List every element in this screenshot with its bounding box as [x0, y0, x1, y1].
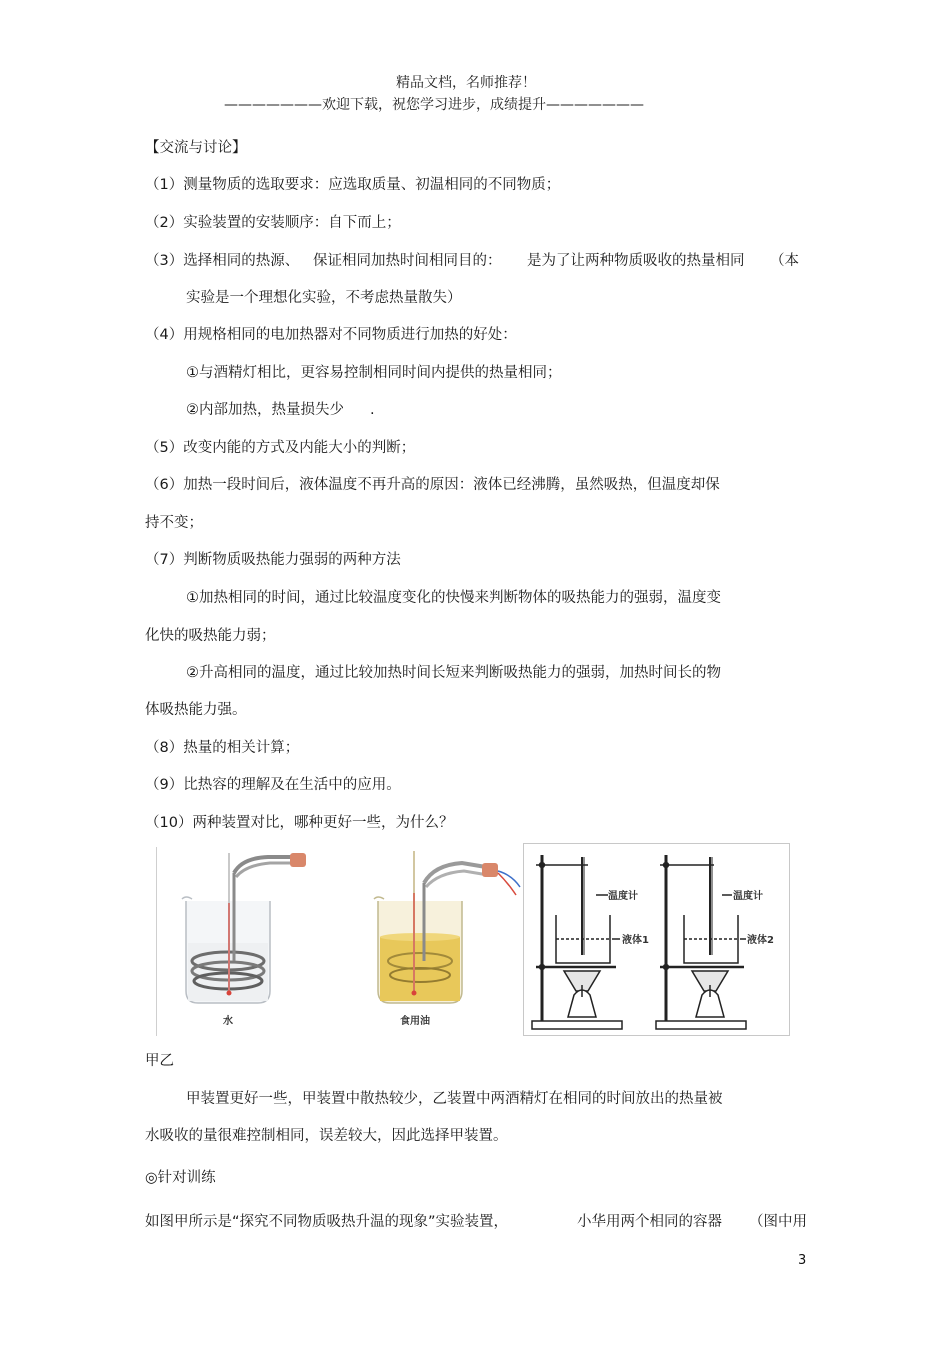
answer-line-2: 水吸收的量很难控制相同，误差较大，因此选择甲装置。	[145, 1128, 508, 1144]
item-8: （8）热量的相关计算；	[145, 740, 300, 756]
water-beaker-illustration	[182, 853, 306, 1003]
page-number: 3	[798, 1253, 807, 1268]
item-6-line-1: （6）加热一段时间后，液体温度不再升高的原因：液体已经沸腾，虽然吸热，但温度却保	[145, 477, 720, 493]
item-4-sub-2-period: .	[370, 402, 375, 418]
heating-stand-1	[532, 855, 622, 1029]
figure-caption: 甲乙	[145, 1053, 174, 1069]
stand-1-liquid-label: 液体1	[622, 935, 649, 946]
item-4: （4）用规格相同的电加热器对不同物质进行加热的好处：	[145, 327, 517, 343]
item-3-continuation: 实验是一个理想化实验，不考虑热量散失）	[186, 290, 462, 306]
item-7-method-1-line-2: 化快的吸热能力弱；	[145, 628, 276, 644]
item-7-method-2-line-1: ②升高相同的温度，通过比较加热时间长短来判断吸热能力的强弱，加热时间长的物	[186, 665, 721, 681]
oil-beaker-illustration	[374, 851, 520, 1003]
training-line-part-c: （图中用	[749, 1214, 807, 1230]
item-4-sub-1: ①与酒精灯相比，更容易控制相同时间内提供的热量相同；	[186, 365, 562, 381]
stand-1-thermometer-label: 温度计	[608, 891, 638, 902]
training-title: ◎针对训练	[145, 1170, 216, 1186]
training-line-part-b: 小华用两个相同的容器	[577, 1214, 722, 1230]
header-subtitle: ———————欢迎下载，祝您学习进步，成绩提升———————	[224, 97, 644, 113]
answer-line-1: 甲装置更好一些，甲装置中散热较少，乙装置中两酒精灯在相同的时间放出的热量被	[186, 1091, 723, 1107]
item-10: （10）两种装置对比，哪种更好一些，为什么？	[145, 815, 454, 831]
item-7: （7）判断物质吸热能力强弱的两种方法	[145, 552, 401, 568]
item-4-sub-2: ②内部加热，热量损失少	[186, 402, 344, 418]
item-2: （2）实验装置的安装顺序：自下而上；	[145, 215, 401, 231]
item-3-part-a: （3）选择相同的热源、	[145, 253, 300, 269]
item-6-line-2: 持不变；	[145, 515, 203, 531]
item-7-method-1-line-1: ①加热相同的时间，通过比较温度变化的快慢来判断物体的吸热能力的强弱，温度变	[186, 590, 721, 606]
item-9: （9）比热容的理解及在生活中的应用。	[145, 777, 401, 793]
stand-2-liquid-label: 液体2	[747, 935, 774, 946]
section-title: 【交流与讨论】	[145, 140, 247, 156]
item-3-part-d: （本	[770, 253, 799, 269]
stand-2-thermometer-label: 温度计	[733, 891, 763, 902]
header-title: 精品文档，名师推荐！	[396, 75, 536, 91]
heating-stand-2	[656, 855, 746, 1029]
item-3-part-c: 是为了让两种物质吸收的热量相同	[527, 253, 745, 269]
item-7-method-2-line-2: 体吸热能力强。	[145, 702, 247, 718]
experiment-figure	[156, 843, 790, 1036]
water-label: 水	[223, 1016, 233, 1027]
item-3-part-b: 保证相同加热时间相同目的：	[313, 253, 502, 269]
item-5: （5）改变内能的方式及内能大小的判断；	[145, 440, 416, 456]
item-1: （1）测量物质的选取要求：应选取质量、初温相同的不同物质；	[145, 177, 561, 193]
oil-label: 食用油	[400, 1016, 430, 1027]
training-line-part-a: 如图甲所示是“探究不同物质吸热升温的现象”实验装置，	[145, 1214, 509, 1230]
